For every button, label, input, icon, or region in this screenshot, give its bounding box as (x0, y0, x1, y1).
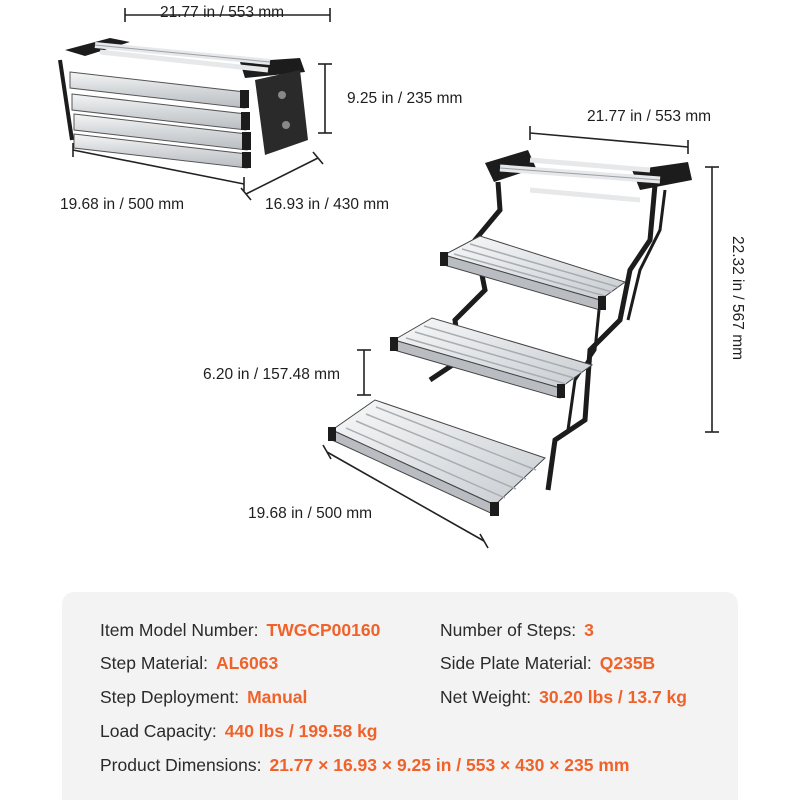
deployed-dimension-lines (323, 126, 719, 548)
folded-depth-label: 19.68 in / 500 mm (60, 196, 185, 213)
spec-load (100, 721, 378, 742)
spec-model-label: Item Model Number: (100, 620, 259, 640)
spec-dimensions-label: Product Dimensions: (100, 755, 262, 775)
spec-load-value: 440 lbs / 199.58 kg (224, 721, 378, 741)
folded-step-illustration (60, 38, 308, 168)
folded-width-label: 21.77 in / 553 mm (160, 4, 285, 21)
spec-deployment (100, 687, 307, 708)
spec-steps-label: Number of Steps: (440, 620, 577, 640)
spec-side-plate-value: Q235B (599, 653, 656, 673)
spec-steps-value: 3 (584, 620, 594, 640)
spec-steps (440, 620, 594, 641)
spec-model (100, 620, 380, 641)
spec-material (100, 653, 278, 674)
spec-weight (440, 687, 687, 708)
spec-side-plate (440, 653, 655, 674)
spec-deployment-label: Step Deployment: (100, 687, 240, 707)
open-width-label: 21.77 in / 553 mm (587, 108, 712, 125)
spec-dimensions (100, 755, 629, 776)
spec-model-value: TWGCP00160 (266, 620, 381, 640)
open-height-label: 22.32 in / 567 mm (729, 235, 746, 361)
spec-side-plate-label: Side Plate Material: (440, 653, 592, 673)
open-depth-label: 19.68 in / 500 mm (248, 505, 373, 522)
spec-weight-label: Net Weight: (440, 687, 532, 707)
step-rise-label: 6.20 in / 157.48 mm (203, 366, 340, 383)
spec-material-value: AL6063 (215, 653, 279, 673)
spec-weight-value: 30.20 lbs / 13.7 kg (539, 687, 687, 707)
spec-material-label: Step Material: (100, 653, 208, 673)
spec-dimensions-value: 21.77 × 16.93 × 9.25 in / 553 × 430 × 235 mm (269, 755, 630, 775)
folded-height-label: 9.25 in / 235 mm (347, 90, 463, 107)
spec-load-label: Load Capacity: (100, 721, 217, 741)
folded-side-label: 16.93 in / 430 mm (265, 196, 390, 213)
spec-deployment-value: Manual (247, 687, 308, 707)
